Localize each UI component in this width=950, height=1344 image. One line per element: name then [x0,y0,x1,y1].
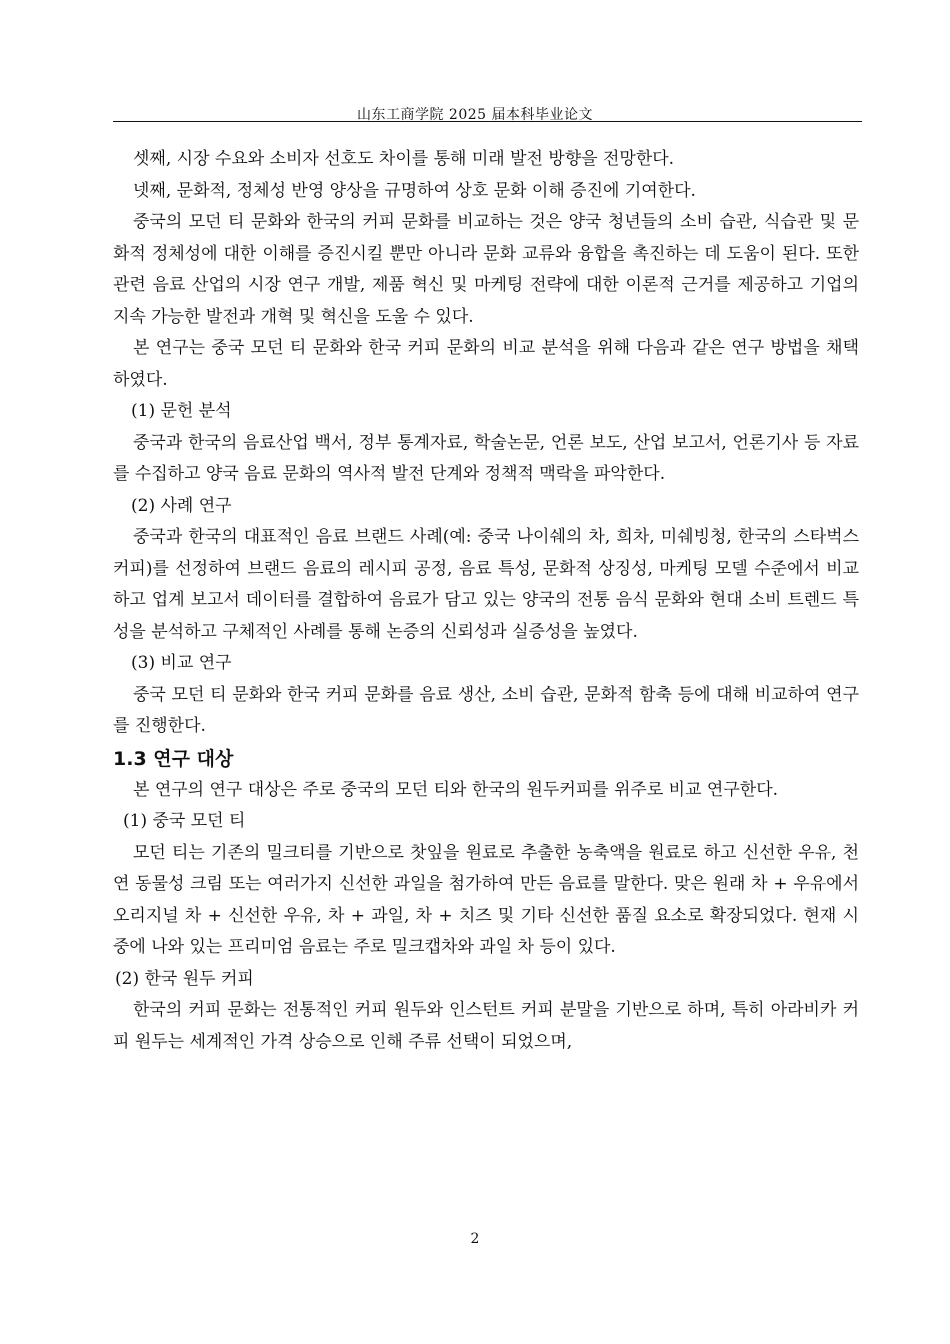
section-heading: 1.3 연구 대상 [113,747,234,770]
header-rule [113,121,862,122]
paragraph: 본 연구는 중국 모던 티 문화와 한국 커피 문화의 비교 분석을 위해 다음과 같은 연구 방법을 채택하였다. [113,338,859,390]
paragraph: 셋째, 시장 수요와 소비자 선호도 차이를 통해 미래 발전 방향을 전망한다. [133,149,675,169]
paragraph: 본 연구의 연구 대상은 주로 중국의 모던 티와 한국의 원두커피를 위주로 비교 연구한다. [133,779,779,800]
method-title: (3) 비교 연구 [131,653,232,673]
running-header: 山东工商学院 2025 届本科毕业论文 [356,107,594,123]
paragraph: 중국의 모던 티 문화와 한국의 커피 문화를 비교하는 것은 양국 청년들의 소비 습관, 식습관 및 문화적 정체성에 대한 이해를 증진시킬 뿐만 아니라 문화 교류와 융합을 촉진하는 데 도움이 된다. 또한 관련 음료 산업의 시장 연구 개발, 제품 혁신 및 마케팅 전략에 대한 이론적 근거를 제공하고 기업의 지속 가능한 발전과 개혁 및 혁신을 도울 수 있다. [113,212,859,327]
method-title: (2) 사례 연구 [131,495,232,516]
subject-title: (1) 중국 모던 티 [123,811,246,831]
paragraph: 중국 모던 티 문화와 한국 커피 문화를 음료 생산, 소비 습관, 문화적 함축 등에 대해 비교하여 연구를 진행한다. [113,684,859,736]
paragraph: 넷째, 문화적, 정체성 반영 양상을 규명하여 상호 문화 이해 증진에 기여한다. [133,180,696,201]
paragraph: 모던 티는 기존의 밀크티를 기반으로 찻잎을 원료로 추출한 농축액을 원료로 하고 신선한 우유, 천연 동물성 크림 또는 여러가지 신선한 과일을 첨가하여 만든 음료를 말한다. 맞은 원래 차 + 우유에서 오리지널 차 + 신선한 우유, 차 + 과일, 차 + 치즈 및 기타 신선한 품질 요소로 확장되었다. 현재 시중에 나와 있는 프리미엄 음료는 주로 밀크캡차와 과일 차 등이 있다. [113,842,859,957]
body-text [113,144,859,1058]
paragraph: 한국의 커피 문화는 전통적인 커피 원두와 인스턴트 커피 분말을 기반으로 하며, 특히 아라비카 커피 원두는 세계적인 가격 상승으로 인해 주류 선택이 되었으며, [113,1000,859,1052]
page-number: 2 [470,1231,480,1247]
paragraph: 중국과 한국의 음료산업 백서, 정부 통계자료, 학술논문, 언론 보도, 산업 보고서, 언론기사 등 자료를 수집하고 양국 음료 문화의 역사적 발전 단계와 정책적 맥락을 파악한다. [113,432,859,484]
method-title: (1) 문헌 분석 [131,401,232,421]
paragraph: 중국과 한국의 대표적인 음료 브랜드 사례(예: 중국 나이쉐의 차, 희차, 미쉐빙청, 한국의 스타벅스 커피)를 선정하여 브랜드 음료의 레시피 공정, 음료 특성, 문화적 상징성, 마케팅 모델 수준에서 비교하고 업계 보고서 데이터를 결합하여 음료가 담고 있는 양국의 전통 음식 문화와 현대 소비 트렌드 특성을 분석하고 구체적인 사례를 통해 논증의 신뢰성과 실증성을 높였다. [113,527,859,642]
subject-title: (2) 한국 원두 커피 [115,968,254,989]
